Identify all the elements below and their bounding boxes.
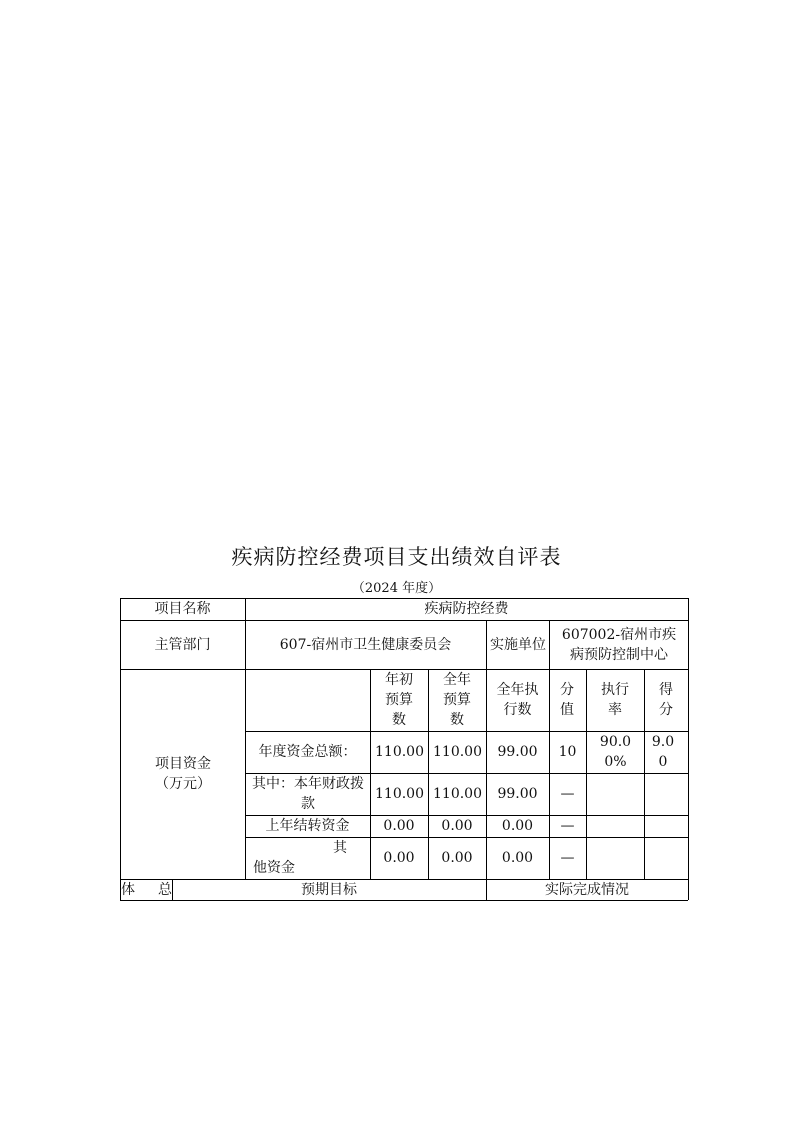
header-annual-budget: 全年预算数 xyxy=(443,672,471,728)
funds-label: 项目资金（万元） xyxy=(155,756,211,792)
dept-value: 607-宿州市卫生健康委员会 xyxy=(279,636,452,653)
row1-initial-budget: 110.00 xyxy=(375,744,424,760)
row4-annual-exec: 0.00 xyxy=(501,850,534,866)
row3-initial-budget: 0.00 xyxy=(383,818,415,834)
row2-exec-rate xyxy=(586,773,644,815)
dept-label: 主管部门 xyxy=(154,636,211,653)
row3-annual-exec: 0.00 xyxy=(501,818,534,834)
row1-exec-rate: 90.00% xyxy=(599,734,632,770)
row2-annual-exec: 99.00 xyxy=(497,786,538,802)
row1-score-value: 10 xyxy=(558,744,577,760)
header-score: 得分 xyxy=(659,682,673,718)
row4-label-line1: 其 xyxy=(333,840,347,856)
row3-exec-rate xyxy=(586,815,644,837)
row2-initial-budget: 110.00 xyxy=(375,786,424,802)
row4-exec-rate xyxy=(586,837,644,879)
impl-unit-label: 实施单位 xyxy=(490,636,546,653)
row3-annual-budget: 0.00 xyxy=(441,818,473,834)
row4-annual-budget: 0.00 xyxy=(441,850,473,866)
page-title: 疾病防控经费项目支出绩效自评表 xyxy=(231,545,562,569)
row2-score-value: — xyxy=(560,786,575,802)
header-score-value: 分值 xyxy=(560,682,574,718)
header-initial-budget: 年初预算数 xyxy=(385,672,413,728)
row4-initial-budget: 0.00 xyxy=(383,850,415,866)
header-exec-rate: 执行率 xyxy=(601,682,629,718)
row1-annual-budget: 110.00 xyxy=(433,744,482,760)
goal-left-2: 总 xyxy=(158,881,172,898)
row1-label: 年度资金总额： xyxy=(258,744,357,760)
row3-score-value: — xyxy=(560,818,575,834)
goal-expected-header: 预期目标 xyxy=(301,881,357,898)
row4-score xyxy=(644,837,688,879)
row4-label xyxy=(245,837,370,879)
goal-actual-header: 实际完成情况 xyxy=(545,881,629,898)
row2-annual-budget: 110.00 xyxy=(433,786,482,802)
row1-score: 9.00 xyxy=(651,734,675,770)
row2-score xyxy=(644,773,688,815)
row2-label: 其中：本年财政拨款 xyxy=(252,776,364,812)
project-name-value: 疾病防控经费 xyxy=(424,601,509,617)
project-name-label: 项目名称 xyxy=(154,601,211,617)
header-annual-exec: 全年执行数 xyxy=(496,682,539,718)
row1-annual-exec: 99.00 xyxy=(497,744,538,760)
page-subtitle: （2024 年度） xyxy=(351,581,442,596)
row4-score-value: — xyxy=(560,850,575,866)
row3-score xyxy=(644,815,688,837)
impl-unit-value: 607002-宿州市疾病预防控制中心 xyxy=(561,626,677,663)
goal-left-1: 体 xyxy=(121,881,135,898)
row4-label-line2: 他资金 xyxy=(253,860,295,876)
row3-label: 上年结转资金 xyxy=(265,818,350,834)
